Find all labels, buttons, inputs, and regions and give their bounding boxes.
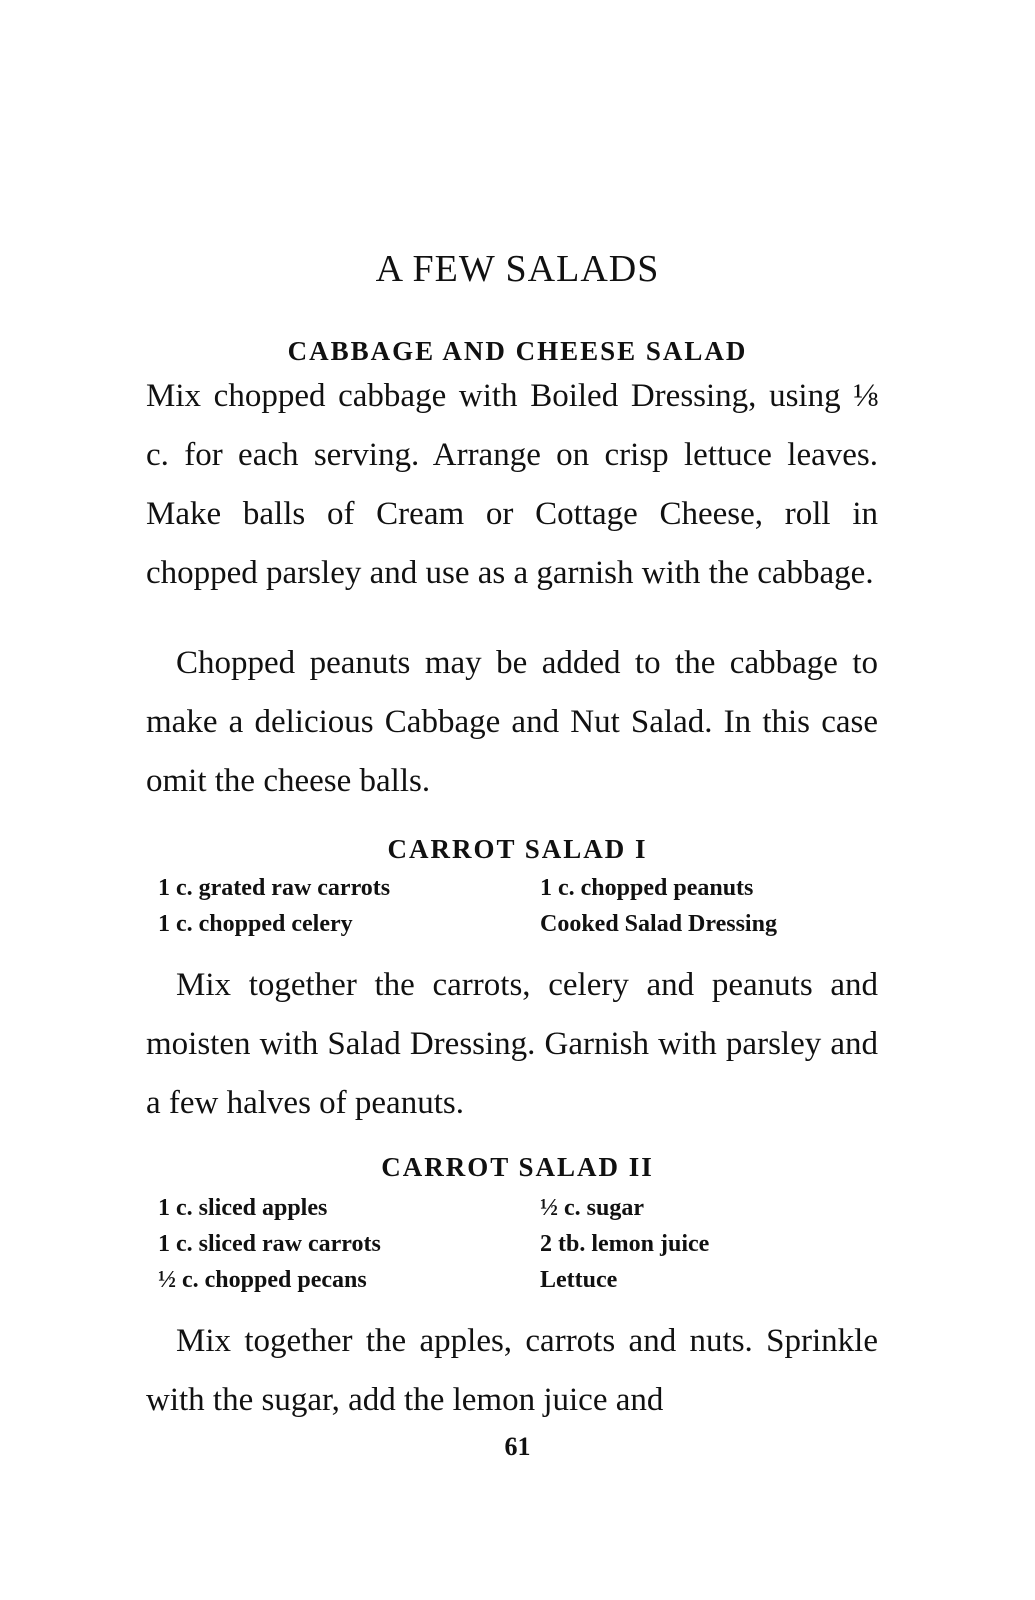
ingredient-row xyxy=(158,1190,878,1226)
ingredient-item: Lettuce xyxy=(540,1267,618,1293)
ingredient-item: 1 c. chopped peanuts xyxy=(540,875,754,901)
ingredient-item: 1 c. chopped celery xyxy=(158,911,353,937)
ingredient-row xyxy=(158,906,878,942)
recipe-title-carrot-salad-1: CARROT SALAD I xyxy=(387,834,648,864)
ingredient-list xyxy=(158,1190,878,1298)
ingredient-item: 1 c. grated raw carrots xyxy=(158,875,391,901)
ingredient-row xyxy=(158,870,878,906)
ingredient-item: 1 c. sliced raw carrots xyxy=(158,1231,381,1257)
recipe-paragraph: Mix chopped cabbage with Boiled Dressing, using ⅛ c. for each serving. Arrange on crisp lettuce leaves. Make balls of Cream or Cottage Cheese, roll in chopped parsley and use as a garnish with the cabbage. xyxy=(146,378,878,591)
chapter-title: A FEW SALADS xyxy=(375,248,660,290)
ingredient-row xyxy=(158,1226,878,1262)
recipe-title-carrot-salad-2: CARROT SALAD II xyxy=(381,1152,654,1182)
ingredient-item: Cooked Salad Dressing xyxy=(540,911,777,937)
ingredient-row xyxy=(158,1262,878,1298)
ingredient-item: 1 c. sliced apples xyxy=(158,1195,328,1221)
ingredient-item: 2 tb. lemon juice xyxy=(540,1231,710,1257)
ingredient-list xyxy=(158,870,878,942)
ingredient-item: ½ c. chopped pecans xyxy=(158,1267,367,1293)
page-number: 61 xyxy=(504,1432,531,1461)
recipe-paragraph: Chopped peanuts may be added to the cabbage to make a delicious Cabbage and Nut Salad. In this case omit the cheese balls. xyxy=(146,645,878,799)
recipe-paragraph: Mix together the apples, carrots and nuts. Sprinkle with the sugar, add the lemon juice and xyxy=(146,1323,878,1418)
ingredient-item: ½ c. sugar xyxy=(540,1195,644,1221)
recipe-paragraph: Mix together the carrots, celery and peanuts and moisten with Salad Dressing. Garnish with parsley and a few halves of peanuts. xyxy=(146,967,878,1121)
recipe-title-cabbage-cheese: CABBAGE AND CHEESE SALAD xyxy=(287,336,748,366)
